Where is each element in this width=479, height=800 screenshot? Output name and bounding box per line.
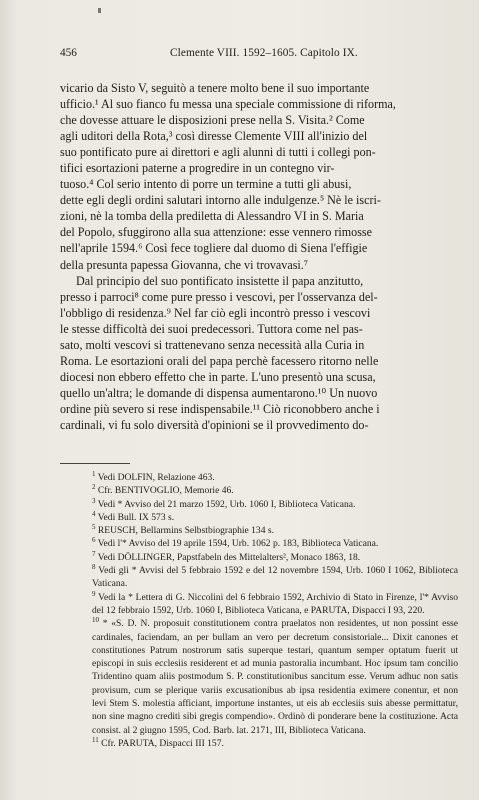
text-line: vicario da Sisto V, seguitò a tenere molto bene il suo importante [60, 81, 370, 95]
footnote-11: $^{11}$ Cfr. PARUTA, Dispacci III 157. [92, 735, 224, 749]
footnote-9: $^9$ Vedi la * Lettera di G. Niccolini del 6 febbraio 1592, Archivio di Stato in Firenze, l'* Avviso del 12 febbraio 1592, Urb. 1060 I, Biblioteca Vaticana, e PARUTA, Dispacci I 93, 220. [92, 589, 458, 616]
print-speck [98, 8, 101, 13]
footnote-4: $^4$ Vedi Bull. IX 573 s. [92, 509, 175, 523]
paragraph-1 [60, 80, 457, 273]
text-line: Roma. Le esortazioni orali del papa perchè facessero ritorno nelle [60, 353, 379, 368]
footnote-6: $^6$ Vedi l'* Avviso del 19 aprile 1594, Urb. 1062 p. 183, Biblioteca Vaticana. [92, 536, 379, 550]
text-line: zioni, nè la tomba della prediletta di Alessandro VI in S. Maria [60, 209, 364, 224]
text-line: l'obbligo di residenza.⁹ Nel far ciò egli incontrò presso i vescovi [60, 305, 371, 320]
text-line: diocesi non ebbero effetto che in parte. L'uno presentò una scusa, [60, 369, 376, 384]
footnote-2: $^2$ Cfr. BENTIVOGLIO, Memorie 46. [92, 483, 234, 497]
text-line: Dal principio del suo pontificato insistette il papa anzitutto, [76, 273, 364, 288]
footnote-divider [60, 463, 130, 464]
text-line: ordine più severo si rese indispensabile.¹¹ Ciò riconobbero anche i [60, 401, 380, 416]
page-number: 456 [60, 47, 77, 59]
text-line: del Popolo, sfuggirono alla sua attenzione: esse vennero rimosse [60, 225, 373, 240]
footnote-1: $^1$ Vedi DOLFIN, Relazione 463. [92, 469, 215, 483]
text-line: ufficio.¹ Al suo fianco fu messa una speciale commissione di riforma, [60, 97, 396, 112]
footnote-10: $^{10}$ * «S. D. N. proposuit constitutionem contra praelatos non residentes, ut non possint esse cardinales, faciendam, an per bullam an vero per decretum consistoriale... Dixit canones et constitutiones Patrum nostrorum satis superque testari, quantum semper optatum fuerit ut episcopi in suis ecclesiis residerent et ad munia pastoralia incumbant. Hoc ipsum tam concilio Tridentino quam aliis postmodum S. P. constitutionibus sancitum esse. Verum adhuc non satis provisum, cum se plerique variis excusationibus ab ipsa residentia eximere conentur, et non levi Stem S. molestia afficiant, importune instantes, ut eis ab ecclesiis suis abesse permittatur, non sine magno crediti sibi gregis compendio». Ordinò di ponderare bene la costituzione. Acta consist. al 2 giugno 1595, Cod. Barb. lat. 2171, III, Biblioteca Vaticana. [92, 616, 458, 736]
text-line: presso i parroci⁸ come pure presso i vescovi, per l'osservanza del- [60, 289, 378, 304]
text-line: quello un'altra; le domande di dispensa aumentarono.¹⁰ Un nuovo [60, 385, 378, 400]
footnote-5: $^5$ REUSCH, Bellarmins Selbstbiographie 134 s. [92, 523, 274, 537]
footnotes [60, 471, 458, 750]
footnote-7: $^7$ Vedi DÖLLINGER, Papstfabeln des Mittelalters², Monaco 1863, 18. [92, 549, 361, 563]
text-line: che dovesse attuare le disposizioni prese nella S. Visita.² Come [60, 113, 365, 128]
text-line: sato, molti vescovi si trattenevano senza necessità alla Curia in [60, 337, 365, 352]
main-text [60, 80, 457, 433]
text-line: suo pontificato pure ai direttori e agli alunni di tutti i collegi pon- [60, 145, 376, 160]
running-title: Clemente VIII. 1592–1605. Capitolo IX. [170, 47, 358, 59]
footnote-8: $^8$ Vedi gli * Avvisi del 5 febbraio 1592 e del 12 novembre 1594, Urb. 1060 I 1062, Biblioteca Vaticana. [92, 562, 458, 590]
footnote-3: $^3$ Vedi * Avviso del 21 marzo 1592, Urb. 1060 I, Biblioteca Vaticana. [92, 496, 356, 510]
text-line: dette egli degli ordini salutari intorno alle indulgenze.⁵ Nè le iscri- [60, 193, 381, 208]
text-line: nell'aprile 1594.⁶ Così fece togliere dal duomo di Siena l'effigie [60, 241, 368, 256]
text-line: agli uditori della Rota,³ così diresse Clemente VIII all'inizio del [60, 129, 368, 144]
text-line: cardinali, vi fu solo diversità d'opinioni se il provvedimento do- [60, 417, 369, 432]
text-line: tifici esortazioni paterne a progredire in un contegno vir- [60, 161, 335, 176]
text-line: tuoso.⁴ Col serio intento di porre un termine a tutti gli abusi, [60, 177, 352, 192]
text-line: le stesse difficoltà dei suoi predecessori. Tuttora come nel pas- [60, 321, 363, 336]
paragraph-2 [60, 273, 457, 433]
text-line: della presunta papessa Giovanna, che vi trovavasi.⁷ [60, 257, 309, 272]
